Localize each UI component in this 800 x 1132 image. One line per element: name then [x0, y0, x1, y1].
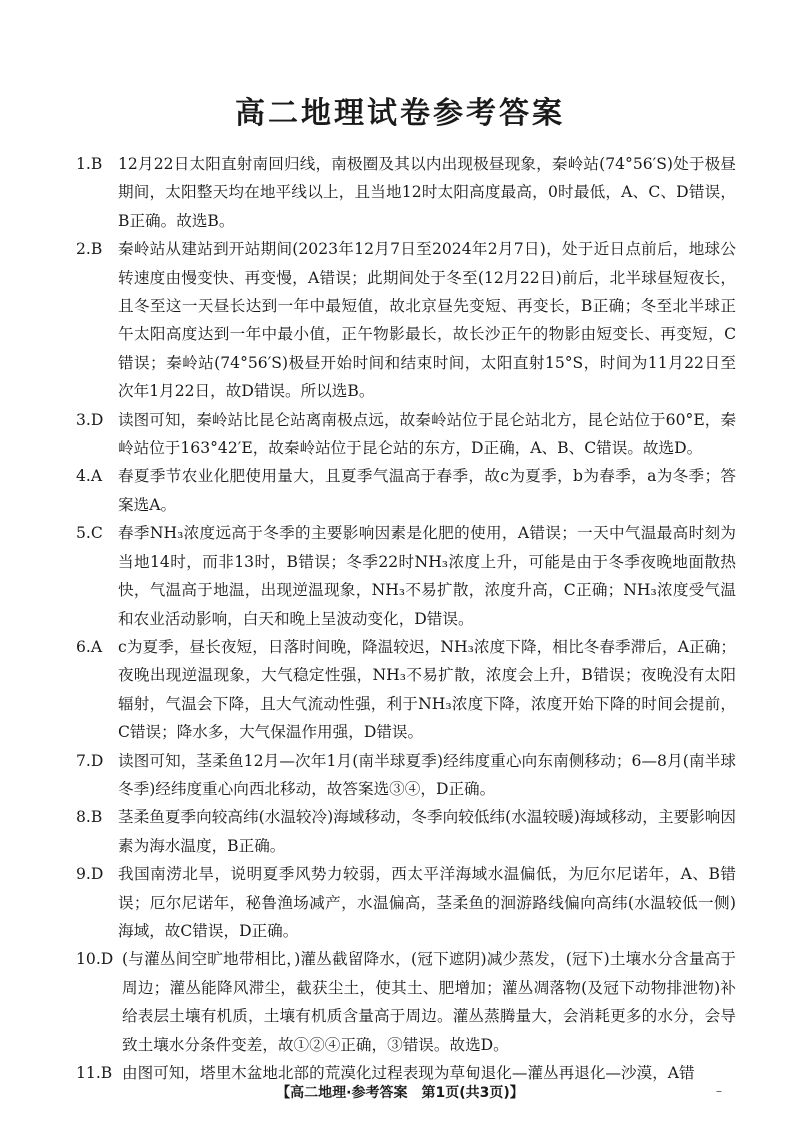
answer-text: 我国南涝北旱，说明夏季风势力较弱，西太平洋海域水温偏低，为厄尔尼诺年，A、B错误；厄尔尼诺年，秘鲁渔场减产，水温偏高，茎柔鱼的洄游路线偏向高纬(水温较低一侧)海域，故C错误，D正确。	[118, 865, 736, 940]
answer-item	[76, 633, 736, 747]
answer-number: 1.B	[76, 155, 103, 173]
answer-text: 茎柔鱼夏季向较高纬(水温较冷)海域移动，冬季向较低纬(水温较暖)海域移动，主要影响因素为海水温度，B正确。	[118, 808, 736, 855]
answer-text: 春季NH₃浓度远高于冬季的主要影响因素是化肥的使用，A错误；一天中气温最高时刻为当地14时，而非13时，B错误；冬季22时NH₃浓度上升，可能是由于冬季夜晚地面散热快，气温高于地温，出现逆温现象，NH₃不易扩散，浓度升高，C正确；NH₃浓度受气温和农业活动影响，白天和晚上呈波动变化，D错误。	[118, 524, 736, 628]
answer-item	[76, 860, 736, 945]
answer-item	[76, 803, 736, 860]
answer-item	[76, 406, 736, 463]
answer-text: c为夏季，昼长夜短，日落时间晚，降温较迟，NH₃浓度下降，相比冬春季滞后，A正确；夜晚出现逆温现象，大气稳定性强，NH₃不易扩散，浓度会上升，B错误；夜晚没有太阳辐射，气温会下降，且大气流动性强，利于NH₃浓度下降，浓度开始下降的时间会提前，C错误；降水多，大气保温作用强，D错误。	[118, 637, 736, 742]
answer-text: 春夏季节农业化肥使用量大，且夏季气温高于春季，故c为夏季，b为春季，a为冬季；答案选A。	[118, 467, 736, 514]
answer-list	[76, 150, 736, 1087]
answer-text: (与灌丛间空旷地带相比，)灌丛截留降水，(冠下遮阴)减少蒸发，(冠下)土壤水分含量高于周边；灌丛能降风滞尘，截获尘土，使其土、肥增加；灌丛凋落物(及冠下动物排泄物)补给表层土壤有机质，土壤有机质含量高于周边。灌丛蒸腾量大，会消耗更多的水分，会导致土壤水分条件变差，故①②④正确，③错误。故选D。	[122, 950, 736, 1054]
answer-number: 4.A	[76, 467, 103, 486]
answer-text: 读图可知，茎柔鱼12月—次年1月(南半球夏季)经纬度重心向东南侧移动；6—8月(南半球冬季)经纬度重心向西北移动，故答案选③④，D正确。	[118, 751, 736, 798]
page-title: 高二地理试卷参考答案	[235, 96, 565, 131]
answer-item	[76, 519, 736, 633]
answer-number: 6.A	[76, 637, 103, 656]
answer-item	[76, 945, 736, 1059]
answer-number: 7.D	[76, 751, 104, 770]
answer-item	[76, 235, 736, 405]
answer-item	[76, 747, 736, 804]
answer-item	[76, 462, 736, 519]
corner-mark: –	[716, 1084, 722, 1098]
answer-number: 2.B	[76, 240, 103, 259]
answer-number: 10.D	[76, 950, 114, 969]
answer-text: 由图可知，塔里木盆地北部的荒漠化过程表现为草甸退化—灌丛再退化—沙漠，A错	[122, 1064, 695, 1082]
page-footer: 【高二地理·参考答案 第1页(共3页)】	[276, 1085, 524, 1101]
answer-number: 3.D	[76, 410, 104, 429]
answer-text: 读图可知，秦岭站比昆仑站离南极点远，故秦岭站位于昆仑站北方，昆仑站位于60°E，秦岭站位于163°42′E，故秦岭站位于昆仑站的东方，D正确，A、B、C错误。故选D。	[118, 410, 736, 458]
answer-number: 9.D	[76, 865, 104, 884]
answer-item	[76, 150, 736, 235]
answer-number: 11.B	[76, 1064, 113, 1082]
answer-text: 秦岭站从建站到开站期间(2023年12月7日至2024年2月7日)，处于近日点前后，地球公转速度由慢变快、再变慢，A错误；此期间处于冬至(12月22日)前后，北半球昼短夜长，且冬至这一天昼长达到一年中最短值，故北京昼先变短、再变长，B正确；冬至北半球正午太阳高度达到一年中最小值，正午物影最长，故长沙正午的物影由短变长、再变短，C错误；秦岭站(74°56′S)极昼开始时间和结束时间，太阳直射15°S，时间为11月22日至次年1月22日，故D错误。所以选B。	[118, 240, 736, 401]
answer-text: 12月22日太阳直射南回归线，南极圈及其以内出现极昼现象，秦岭站(74°56′S)处于极昼期间，太阳整天均在地平线以上，且当地12时太阳高度最高，0时最低，A、C、D错误，B正确。故选B。	[118, 155, 736, 230]
answer-number: 8.B	[76, 808, 103, 827]
answer-number: 5.C	[76, 524, 103, 543]
